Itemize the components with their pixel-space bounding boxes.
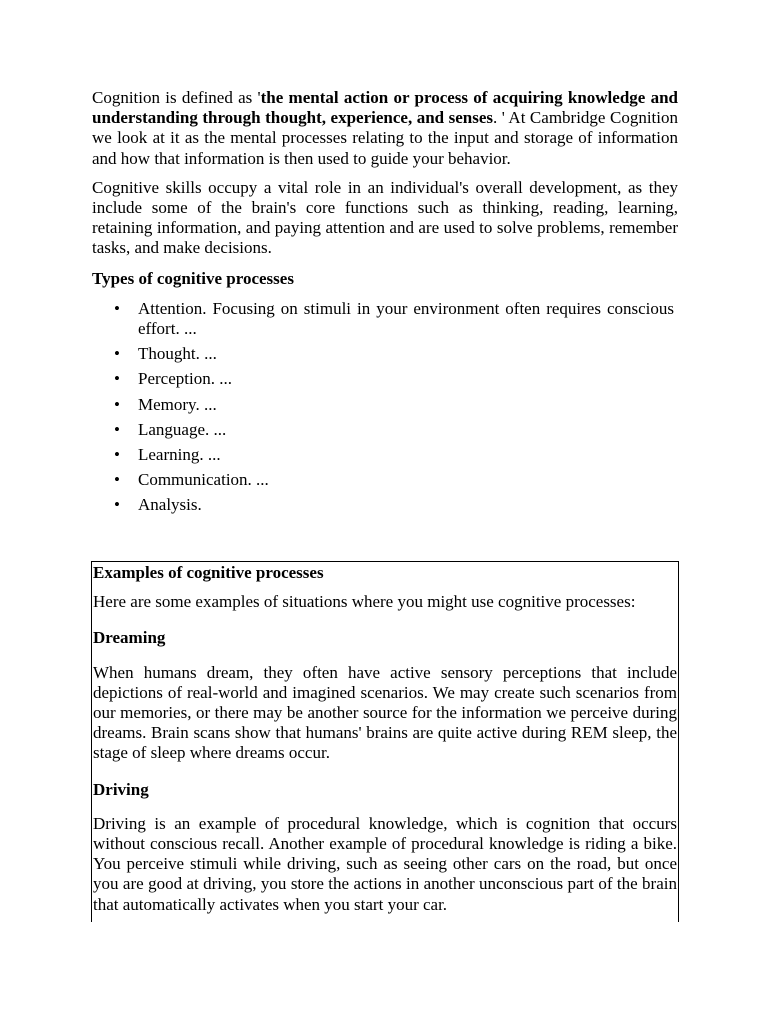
- types-list: [92, 299, 678, 516]
- types-heading: Types of cognitive processes: [92, 268, 294, 288]
- driving-paragraph: Driving is an example of procedural knowledge, which is cognition that occurs without conscious recall. Another example of procedural knowledge is riding a bike. You perceive stimuli while driving, such as seeing other cars on the road, but once you are good at driving, you store the actions in another unconscious part of the brain that automatically activates when you start your car.: [93, 813, 677, 914]
- list-item: • Language. ...: [138, 420, 678, 440]
- list-item: • Thought. ...: [138, 344, 678, 364]
- examples-intro: Here are some examples of situations where you might use cognitive processes:: [93, 592, 636, 612]
- cognition-definition-paragraph: [92, 88, 678, 169]
- list-item: • Analysis.: [138, 495, 678, 515]
- cognitive-skills-paragraph: Cognitive skills occupy a vital role in an individual's overall development, as they include some of the brain's core functions such as thinking, reading, learning, retaining information, and paying attention and are used to solve problems, remember tasks, and make decisions.: [92, 177, 678, 258]
- definition-lead: Cognition is defined as ': [92, 88, 261, 107]
- examples-title: Examples of cognitive processes: [93, 563, 324, 582]
- list-item: • Attention. Focusing on stimuli in your environment often requires conscious effort. ...: [138, 299, 678, 339]
- list-item: • Memory. ...: [138, 395, 678, 415]
- definition-rest: . ' At Cambridge Cognition we look at it as the mental processes relating to the input and storage of information and how that information is then used to guide your behavior.: [92, 108, 678, 168]
- list-item: • Perception. ...: [138, 369, 678, 389]
- dreaming-heading: Dreaming: [93, 628, 166, 648]
- document-body: [92, 88, 678, 521]
- dreaming-paragraph: When humans dream, they often have active sensory perceptions that include depictions of real-world and imagined scenarios. We may create such scenarios from our memories, or there may be another source for the information we perceive during dreams. Brain scans show that humans' brains are quite active during REM sleep, the stage of sleep where dreams occur.: [93, 662, 677, 763]
- examples-box: [91, 561, 679, 922]
- driving-heading: Driving: [93, 779, 149, 799]
- definition-bold: the mental action or process of acquiring knowledge and understanding through thought, experience, and senses: [92, 88, 678, 128]
- list-item: • Communication. ...: [138, 470, 678, 490]
- list-item: • Learning. ...: [138, 445, 678, 465]
